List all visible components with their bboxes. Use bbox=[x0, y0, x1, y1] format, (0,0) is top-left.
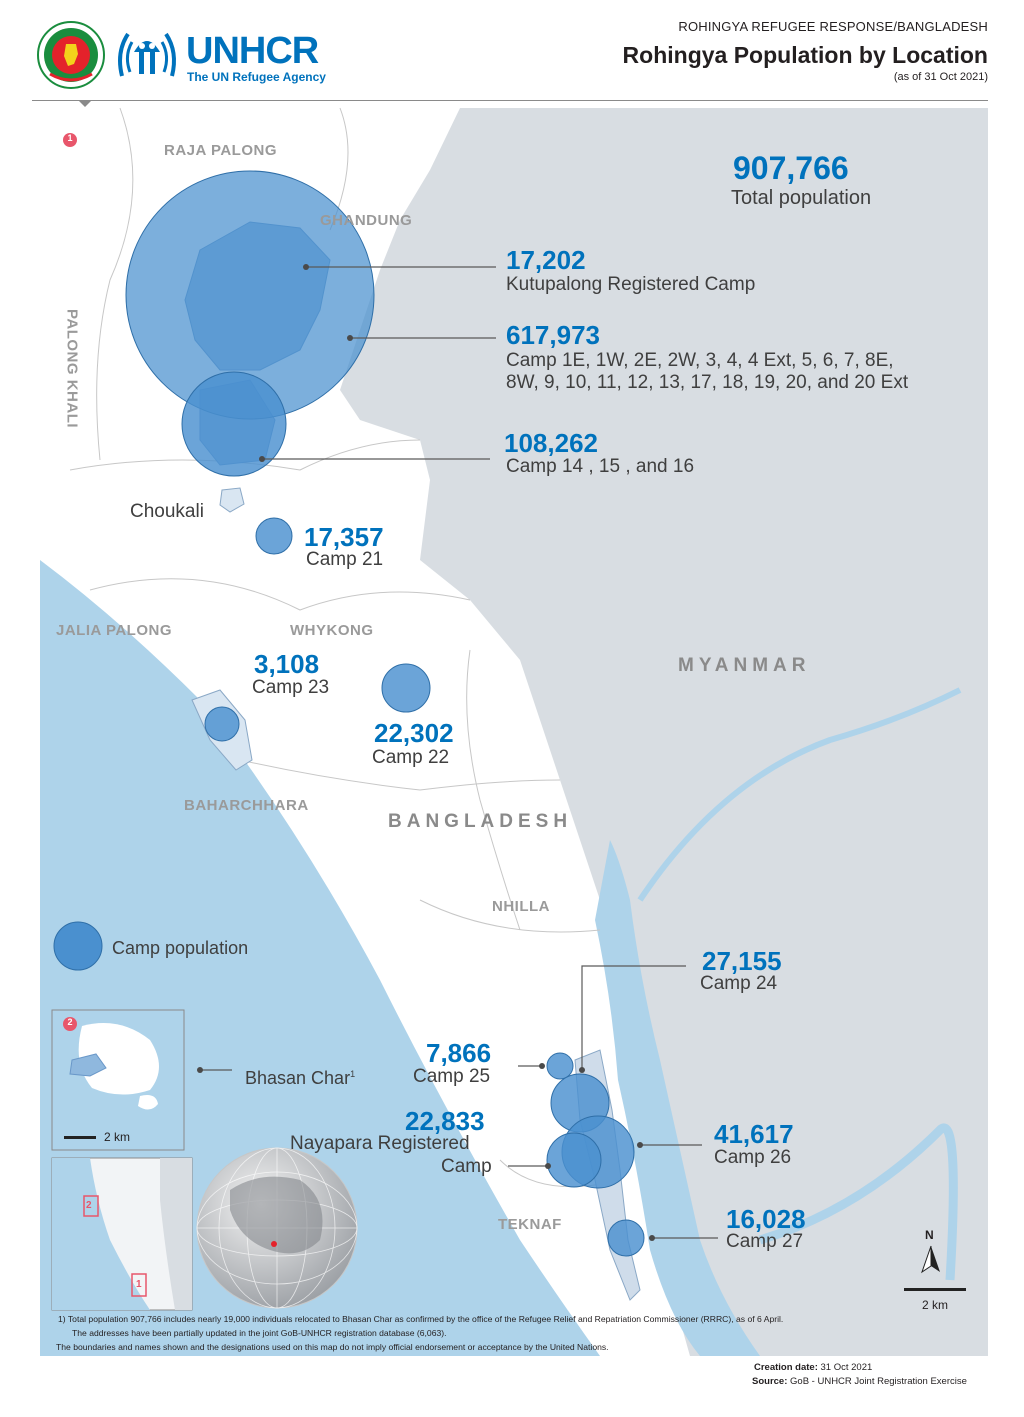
agency-tagline: The UN Refugee Agency bbox=[187, 70, 326, 84]
creation-date-value: 31 Oct 2021 bbox=[820, 1362, 873, 1373]
camp-circle-3108 bbox=[205, 707, 239, 741]
callout-c14-label: Camp 14 , 15 , and 16 bbox=[506, 456, 695, 477]
total-population-value: 907,766 bbox=[733, 150, 849, 186]
source-value: GoB - UNHCR Joint Registration Exercise bbox=[790, 1376, 967, 1387]
callout-c14-value: 108,262 bbox=[504, 428, 598, 458]
place-nhilla: NHILLA bbox=[492, 898, 550, 915]
scale-bar-label: 2 km bbox=[922, 1298, 949, 1312]
callout-c25-value: 7,866 bbox=[426, 1038, 492, 1068]
overview-marker-1-label: 1 bbox=[136, 1279, 142, 1290]
leader-dot bbox=[637, 1142, 643, 1148]
callout-c21-value: 17,357 bbox=[304, 522, 384, 552]
callout-kutupalong-value: 17,202 bbox=[506, 245, 586, 275]
callout-nayapara-label-line2: Camp bbox=[441, 1156, 492, 1177]
leader-dot bbox=[539, 1063, 545, 1069]
legend-label: Camp population bbox=[112, 938, 249, 958]
callout-c25-label: Camp 25 bbox=[413, 1066, 491, 1087]
place-choukali: Choukali bbox=[130, 501, 204, 522]
callout-c24-label: Camp 24 bbox=[700, 973, 778, 994]
globe-icon bbox=[197, 1148, 357, 1308]
inset-marker-2-label: 2 bbox=[67, 1017, 73, 1027]
callout-c27-value: 16,028 bbox=[726, 1204, 806, 1234]
country-bangladesh: BANGLADESH bbox=[388, 811, 573, 832]
legend-circle-icon bbox=[54, 922, 102, 970]
as-of-date: (as of 31 Oct 2021) bbox=[893, 71, 988, 83]
place-whykong: WHYKONG bbox=[290, 622, 374, 639]
footnote-2: The addresses have been partially updated in the joint GoB-UNHCR registration database (6,063). bbox=[72, 1328, 447, 1338]
leader-dot bbox=[579, 1067, 585, 1073]
camp-circle-16028 bbox=[608, 1220, 644, 1256]
footnote-1: 1) Total population 907,766 includes nearly 19,000 individuals relocated to Bhasan Char as confirmed by the office of the Refugee Relief and Repatriation Commissioner (RRRC), as of 6 April. bbox=[58, 1314, 784, 1324]
creation-date bbox=[754, 1362, 872, 1373]
camp-circle-17357 bbox=[256, 518, 292, 554]
callout-c26-value: 41,617 bbox=[714, 1119, 794, 1149]
camp-circle-7866 bbox=[547, 1053, 573, 1079]
leader-dot bbox=[649, 1235, 655, 1241]
footnote-3: The boundaries and names shown and the designations used on this map do not imply official endorsement or acceptance by the United Nations. bbox=[56, 1342, 609, 1352]
place-raja-palong: RAJA PALONG bbox=[164, 142, 278, 159]
page-supertitle: ROHINGYA REFUGEE RESPONSE/BANGLADESH bbox=[678, 19, 988, 34]
callout-main-label-line2: 8W, 9, 10, 11, 12, 13, 17, 18, 19, 20, and 20 Ext bbox=[506, 372, 909, 393]
place-teknaf: TEKNAF bbox=[498, 1216, 562, 1233]
callout-c22-label: Camp 22 bbox=[372, 747, 450, 768]
callout-c27-label: Camp 27 bbox=[726, 1231, 804, 1252]
agency-name: UNHCR bbox=[186, 30, 319, 72]
leader-dot bbox=[545, 1163, 551, 1169]
place-ghandung: GHANDUNG bbox=[320, 212, 413, 229]
callout-nayapara-label-line1: Nayapara Registered bbox=[290, 1133, 470, 1154]
callout-main-label-line1: Camp 1E, 1W, 2E, 2W, 3, 4, 4 Ext, 5, 6, 7, 8E, bbox=[506, 350, 894, 371]
page-title: Rohingya Population by Location bbox=[622, 42, 988, 68]
callout-c23-label: Camp 23 bbox=[252, 677, 330, 698]
bhasan-char-label bbox=[245, 1068, 355, 1089]
callout-c24-value: 27,155 bbox=[702, 946, 782, 976]
overview-marker-2-label: 2 bbox=[86, 1200, 92, 1211]
source-credit bbox=[752, 1376, 967, 1387]
leader-dot bbox=[197, 1067, 203, 1073]
country-myanmar: MYANMAR bbox=[678, 655, 811, 676]
leader-dot bbox=[347, 335, 353, 341]
callout-nayapara-value: 22,833 bbox=[405, 1106, 485, 1136]
camp-circle-108262 bbox=[182, 372, 286, 476]
scale-bar-line bbox=[904, 1288, 966, 1291]
creation-date-label: Creation date: bbox=[754, 1362, 818, 1373]
camp-circle-22302 bbox=[382, 664, 430, 712]
place-jalia-palong: JALIA PALONG bbox=[56, 622, 173, 639]
leader-dot bbox=[303, 264, 309, 270]
source-label: Source: bbox=[752, 1376, 788, 1387]
bhasan-char-name: Bhasan Char bbox=[245, 1068, 351, 1088]
bhasan-char-footnote-ref: 1 bbox=[350, 1069, 356, 1079]
callout-kutupalong-label: Kutupalong Registered Camp bbox=[506, 274, 756, 295]
leader-dot bbox=[259, 456, 265, 462]
north-arrow-label: N bbox=[925, 1228, 934, 1242]
callout-c22-value: 22,302 bbox=[374, 718, 454, 748]
callout-main-value: 617,973 bbox=[506, 320, 600, 350]
total-population-label: Total population bbox=[731, 187, 872, 209]
inset-scale-label: 2 km bbox=[104, 1130, 131, 1144]
callout-c21-label: Camp 21 bbox=[306, 549, 384, 570]
inset-scale-bar bbox=[64, 1136, 96, 1139]
camp-circle-22833 bbox=[547, 1133, 601, 1187]
place-baharchhara: BAHARCHHARA bbox=[184, 797, 309, 814]
callout-c23-value: 3,108 bbox=[254, 649, 320, 679]
place-palong-khali: PALONG KHALI bbox=[63, 308, 81, 429]
map-marker-1-label: 1 bbox=[67, 133, 73, 143]
callout-c26-label: Camp 26 bbox=[714, 1147, 792, 1168]
